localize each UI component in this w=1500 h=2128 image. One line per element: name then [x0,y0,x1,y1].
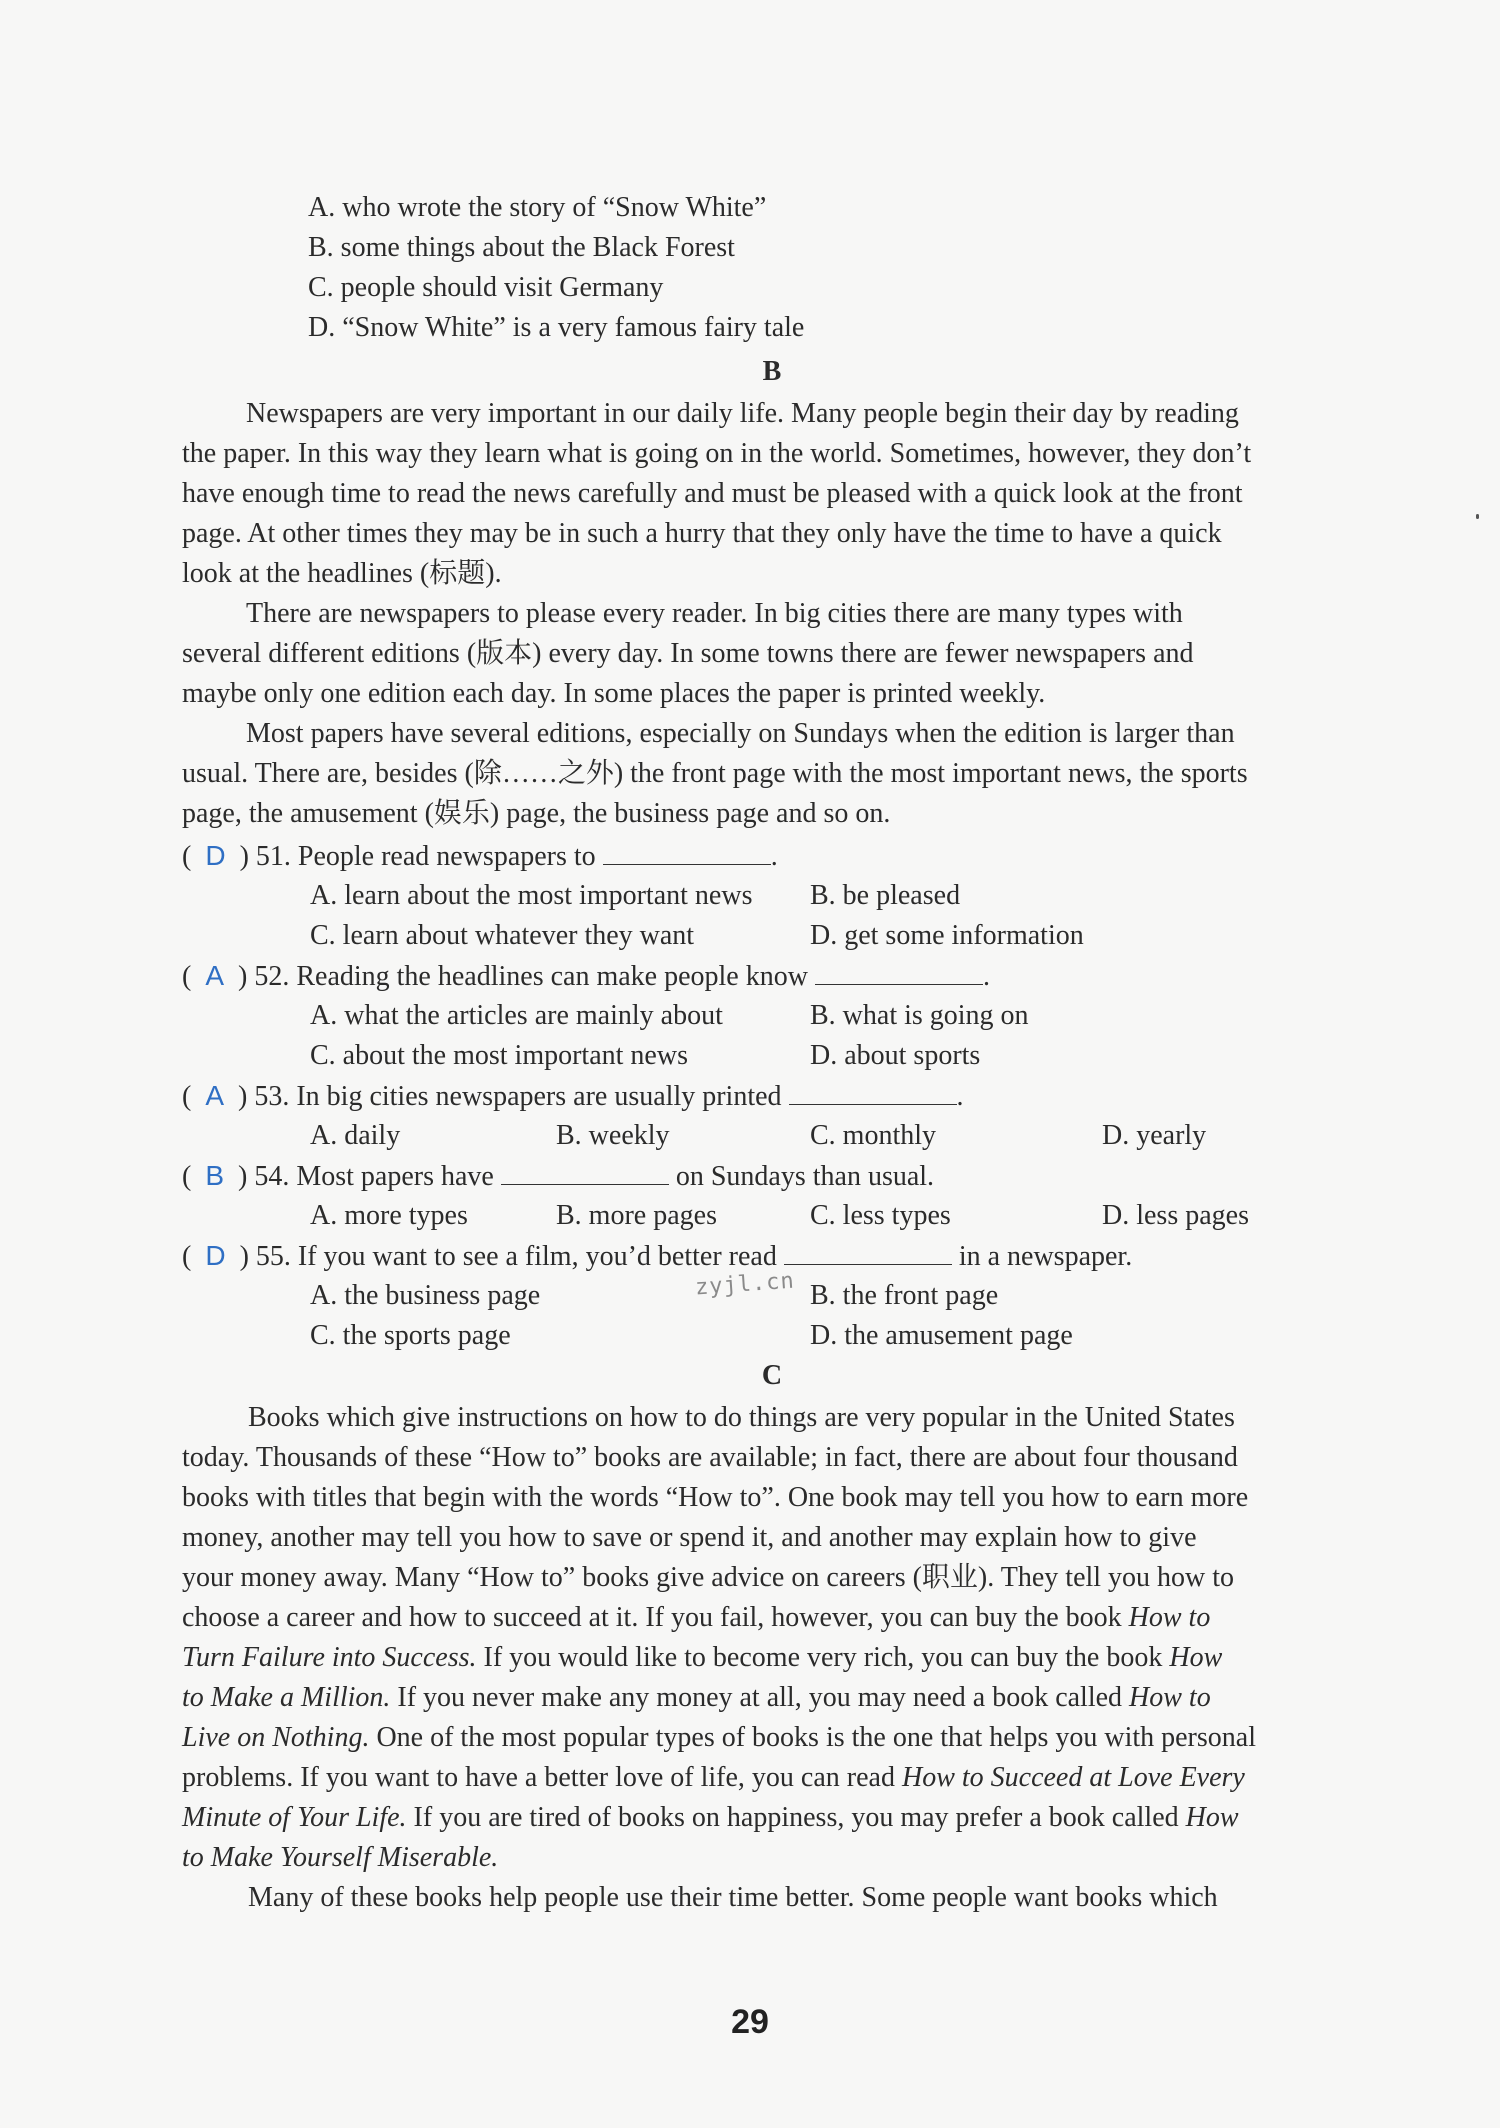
option: A. what the articles are mainly about [310,1000,723,1031]
answer-52: A [205,960,225,991]
passage-b-line: have enough time to read the news carefully and must be pleased with a quick look at the front [182,478,1243,509]
book-title: How to [1128,1602,1211,1633]
option: C. the sports page [310,1320,511,1351]
book-title: Live on Nothing. [182,1722,370,1753]
question-stem: ) 54. Most papers have [238,1161,494,1192]
answer-blank [784,1238,952,1265]
option: B. be pleased [810,880,961,911]
question-stem: ) 52. Reading the headlines can make people know [238,961,808,992]
question-54 [182,1156,934,1197]
passage-c-line [182,1598,1362,1638]
prev-option-b: B. some things about the Black Forest [308,232,735,263]
question-stem-end: in a newspaper. [958,1241,1133,1272]
answer-51: D [205,840,226,871]
passage-b-line: page, the amusement (娱乐) page, the business page and so on. [182,798,891,829]
paren-open: ( [182,841,192,872]
text-run: One of the most popular types of books is the one that helps you with personal [369,1722,1256,1753]
passage-c-line: money, another may tell you how to save or spend it, and another may explain how to give [182,1522,1197,1553]
passage-b-line: several different editions (版本) every day. In some towns there are fewer newspapers and [182,638,1194,669]
option: A. the business page [310,1280,541,1311]
paren-open: ( [182,961,192,992]
text-run: If you never make any money at all, you may need a book called [390,1682,1130,1713]
passage-c-line [182,1838,1362,1878]
option: C. learn about whatever they want [310,920,695,951]
answer-blank [789,1078,957,1105]
answer-53: A [205,1080,225,1111]
answer-54: B [205,1160,225,1191]
option: B. more pages [556,1200,717,1231]
passage-c-line: books with titles that begin with the words “How to”. One book may tell you how to earn more [182,1482,1249,1513]
prev-option-c: C. people should visit Germany [308,272,664,303]
question-51 [182,836,778,877]
scan-speck [1476,514,1479,519]
option: D. the amusement page [810,1320,1073,1351]
answer-blank [815,958,983,985]
question-53 [182,1076,964,1117]
passage-c-line [182,1798,1362,1838]
paren-open: ( [182,1241,192,1272]
option: D. yearly [1102,1120,1207,1151]
option: D. get some information [810,920,1084,951]
question-stem: ) 55. If you want to see a film, you’d better read [239,1241,777,1272]
text-run: If you would like to become very rich, you can buy the book [476,1642,1170,1673]
passage-c-line: today. Thousands of these “How to” books are available; in fact, there are about four thousand [182,1442,1238,1473]
option: A. daily [310,1120,401,1151]
answer-blank [501,1158,669,1185]
page-number: 29 [731,2003,769,2041]
answer-55: D [205,1240,226,1271]
option: B. what is going on [810,1000,1029,1031]
paren-open: ( [182,1161,192,1192]
book-title: to Make Yourself Miserable. [182,1842,499,1873]
option: C. less types [810,1200,951,1231]
question-55 [182,1236,1132,1277]
passage-c-line: Many of these books help people use their time better. Some people want books which [248,1882,1218,1913]
text-run: problems. If you want to have a better love of life, you can read [182,1762,902,1793]
question-52 [182,956,990,997]
passage-c-line [182,1638,1362,1678]
passage-c-line [182,1758,1362,1798]
book-title: to Make a Million. [182,1682,391,1713]
prev-option-a: A. who wrote the story of “Snow White” [308,192,767,223]
answer-blank [603,838,771,865]
option: D. less pages [1102,1200,1249,1231]
prev-option-d: D. “Snow White” is a very famous fairy tale [308,312,805,343]
book-title: How [1185,1802,1239,1833]
option: B. the front page [810,1280,999,1311]
option: A. learn about the most important news [310,880,753,911]
book-title: How [1169,1642,1223,1673]
question-stem: ) 53. In big cities newspapers are usually printed [238,1081,782,1112]
option: A. more types [310,1200,468,1231]
book-title: How to Succeed at Love Every [901,1762,1245,1793]
paren-open: ( [182,1081,192,1112]
section-b-heading: B [762,356,782,387]
passage-b-line: usual. There are, besides (除……之外) the front page with the most important news, the sports [182,758,1248,789]
passage-c-line [182,1678,1362,1718]
passage-b-line: There are newspapers to please every reader. In big cities there are many types with [246,598,1183,629]
passage-b-line: maybe only one edition each day. In some places the paper is printed weekly. [182,678,1046,709]
book-title: Turn Failure into Success. [182,1642,477,1673]
question-stem: ) 51. People read newspapers to [239,841,596,872]
book-title: How to [1129,1682,1211,1713]
passage-b-line: Most papers have several editions, especially on Sundays when the edition is larger than [246,718,1235,749]
option: B. weekly [556,1120,670,1151]
option: C. about the most important news [310,1040,688,1071]
text-run: If you are tired of books on happiness, you may prefer a book called [406,1802,1186,1833]
passage-c-line: Books which give instructions on how to do things are very popular in the United States [248,1402,1235,1433]
question-stem-end: on Sundays than usual. [675,1161,935,1192]
passage-b-line: Newspapers are very important in our daily life. Many people begin their day by reading [246,398,1239,429]
question-stem-end: . [770,841,778,872]
passage-c-line: your money away. Many “How to” books give advice on careers (职业). They tell you how to [182,1562,1235,1593]
passage-b-line: page. At other times they may be in such a hurry that they only have the time to have a quick [182,518,1222,549]
passage-b-line: the paper. In this way they learn what is going on in the world. Sometimes, however, they don’t [182,438,1252,469]
question-stem-end: . [956,1081,964,1112]
section-c-heading: C [761,1360,783,1391]
passage-b-line: look at the headlines (标题). [182,558,502,589]
option: C. monthly [810,1120,937,1151]
question-stem-end: . [982,961,990,992]
option: D. about sports [810,1040,981,1071]
text-run: choose a career and how to succeed at it. If you fail, however, you can buy the book [182,1602,1129,1633]
watermark: zyjl.cn [694,1268,796,1301]
passage-c-line [182,1718,1362,1758]
book-title: Minute of Your Life. [182,1802,407,1833]
